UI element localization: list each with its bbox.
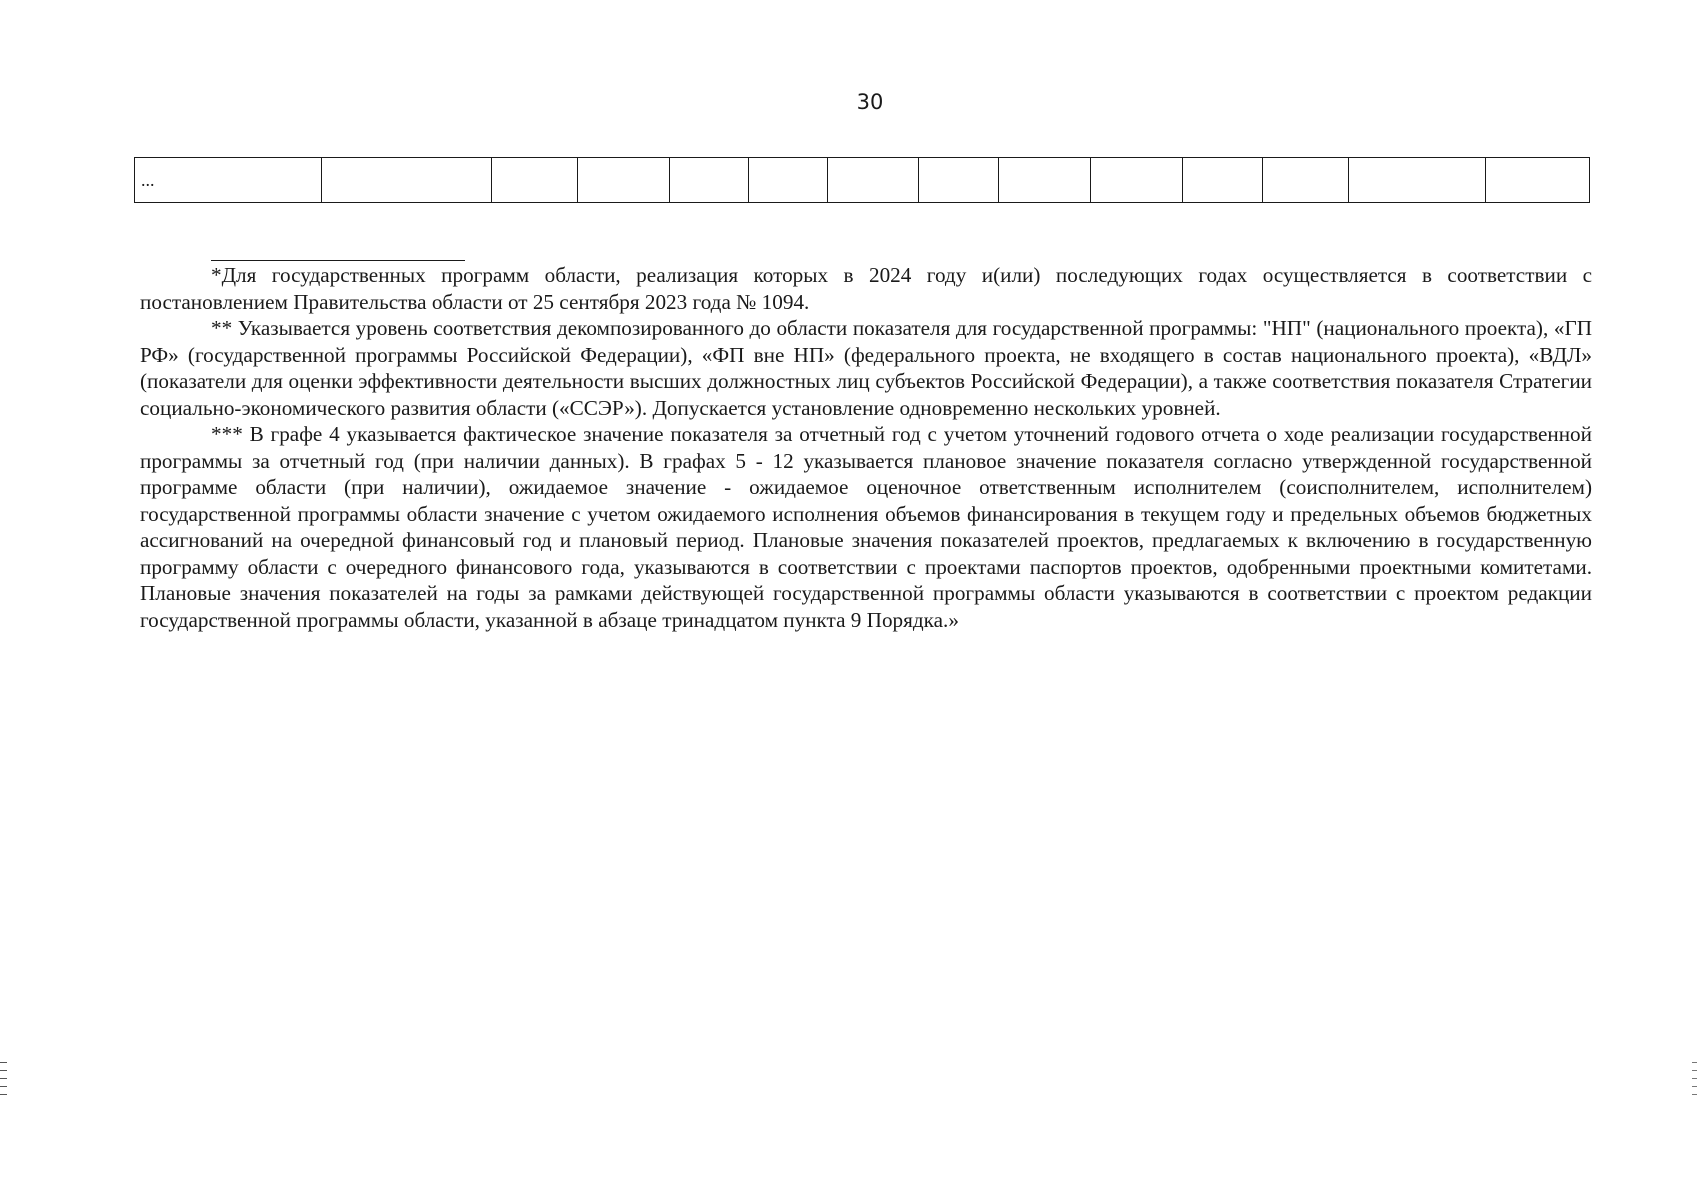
table-cell xyxy=(999,158,1091,203)
table-cell xyxy=(1349,158,1486,203)
table-cell: ... xyxy=(135,158,322,203)
footnote-1: *Для государственных программ области, реализация которых в 2024 году и(или) последующих годах осуществляется в соответствии с постановлением Правительства области от 25 сентября 2023 года № 1094. xyxy=(140,263,1592,314)
scan-edge-marks xyxy=(0,1062,8,1102)
scan-edge-marks-right xyxy=(1689,1062,1697,1102)
table-cell xyxy=(578,158,670,203)
table-cell xyxy=(1183,158,1263,203)
table-cell xyxy=(828,158,919,203)
table-cell xyxy=(1263,158,1349,203)
table-cell xyxy=(492,158,578,203)
footnote-2: ** Указывается уровень соответствия декомпозированного до области показателя для государственной программы: "НП" (национального проекта), «ГП РФ» (государственной программы Российской Федерации), «ФП вне НП» (федерального проекта, не входящего в состав национального проекта), «ВДЛ» (показатели для оценки эффективности деятельности высших должностных лиц субъектов Российской Федерации), а также соответствия показателя Стратегии социально-экономического развития области («ССЭР»). Допускается установление одновременно нескольких уровней. xyxy=(140,316,1592,420)
footnotes xyxy=(140,262,1592,633)
indicator-table xyxy=(134,157,1590,203)
table-cell xyxy=(670,158,749,203)
table-cell xyxy=(1486,158,1590,203)
table-cell xyxy=(749,158,828,203)
table-cell xyxy=(1091,158,1183,203)
page-number: 30 xyxy=(856,90,884,114)
indicator-table-continuation xyxy=(134,157,1589,203)
footnote-3: *** В графе 4 указывается фактическое значение показателя за отчетный год с учетом уточнений годового отчета о ходе реализации государственной программы за отчетный год (при наличии данных). В графах 5 - 12 указывается плановое значение показателя согласно утвержденной государственной программе области (при наличии), ожидаемое значение - ожидаемое оценочное ответственным исполнителем (соисполнителем, исполнителем) государственной программы области значение с учетом ожидаемого исполнения объемов финансирования в текущем году и предельных объемов бюджетных ассигнований на очередной финансовый год и плановый период. Плановые значения показателей проектов, предлагаемых к включению в государственную программу области с очередного финансового года, указываются в соответствии с проектами паспортов проектов, одобренными проектными комитетами. Плановые значения показателей на годы за рамками действующей государственной программы области указываются в соответствии с проектом редакции государственной программы области, указанной в абзаце тринадцатом пункта 9 Порядка.» xyxy=(140,422,1592,632)
table-row xyxy=(135,158,1590,203)
table-cell xyxy=(919,158,999,203)
footnote-separator xyxy=(211,260,465,261)
table-cell xyxy=(322,158,492,203)
